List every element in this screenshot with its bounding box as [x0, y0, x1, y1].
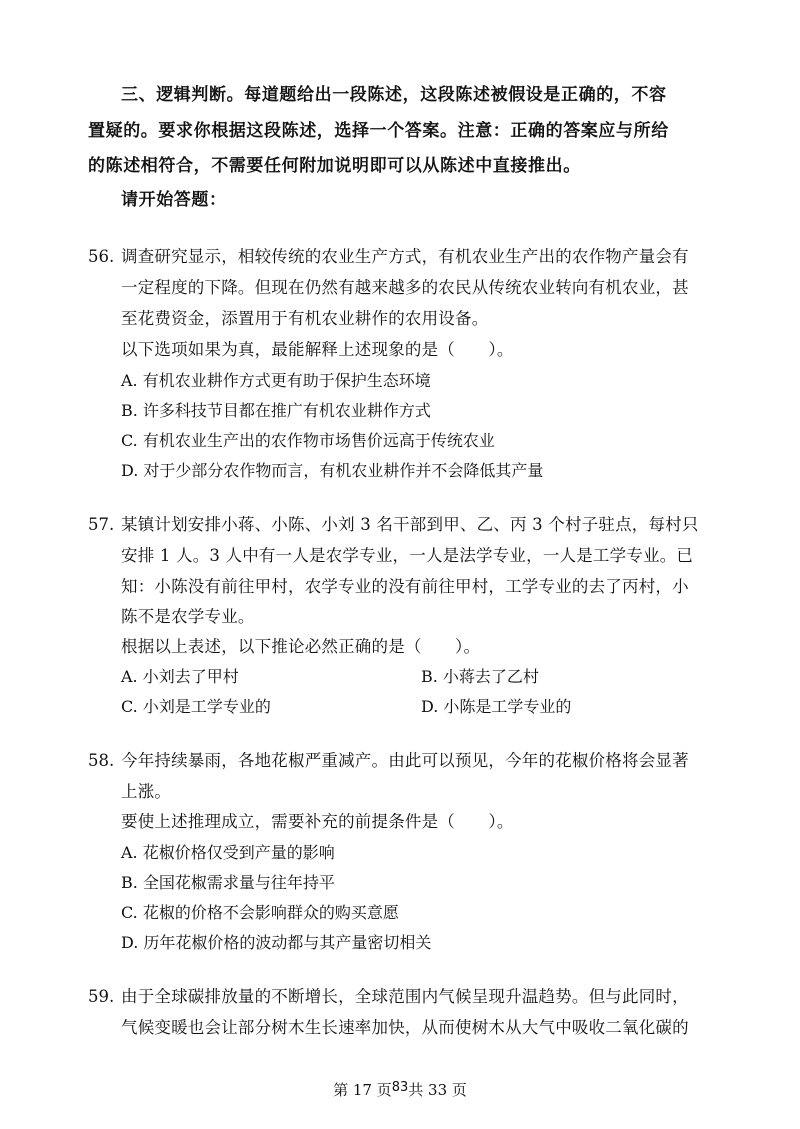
- section-intro-line-1: 三、逻辑判断。每道题给出一段陈述，这段陈述被假设是正确的，不容: [121, 85, 667, 105]
- question-57-option-b: B. 小蒋去了乙村: [421, 667, 539, 686]
- question-58-option-a: A. 花椒价格仅受到产量的影响: [121, 843, 335, 862]
- page-number-suffix: 共 33 页: [408, 1081, 467, 1099]
- question-57-stem-line-2: 安排 1 人。3 人中有一人是农学专业，一人是法学专业，一人是工学专业。已: [121, 546, 694, 565]
- question-56-option-d: D. 对于少部分农作物而言，有机农业耕作并不会降低其产量: [121, 461, 544, 480]
- question-57-option-a: A. 小刘去了甲村: [121, 667, 239, 686]
- question-57-option-d: D. 小陈是工学专业的: [421, 697, 572, 716]
- question-57-stem-line-1: 某镇计划安排小蒋、小陈、小刘 3 名干部到甲、乙、丙 3 个村子驻点，每村只: [121, 515, 699, 534]
- question-58-option-d: D. 历年花椒价格的波动都与其产量密切相关: [121, 933, 432, 952]
- question-56-option-c: C. 有机农业生产出的农作物市场售价远高于传统农业: [121, 431, 495, 450]
- section-intro-line-2: 置疑的。要求你根据这段陈述，选择一个答案。注意：正确的答案应与所给: [88, 121, 669, 141]
- question-59-stem-line-2: 气候变暖也会让部分树木生长速率加快，从而使树木从大气中吸收二氧化碳的: [121, 1018, 689, 1037]
- question-58-stem-line-1: 今年持续暴雨，各地花椒严重减产。由此可以预见，今年的花椒价格将会显著: [121, 751, 689, 770]
- question-56-number: 56.: [88, 247, 115, 266]
- question-58-number: 58.: [88, 751, 115, 770]
- question-59-number: 59.: [88, 987, 115, 1006]
- question-56-option-b: B. 许多科技节目都在推广有机农业耕作方式: [121, 401, 431, 420]
- page-footer: [0, 1078, 800, 1100]
- start-prompt: 请开始答题：: [121, 190, 227, 210]
- question-58-option-b: B. 全国花椒需求量与往年持平: [121, 873, 335, 892]
- question-56-prompt: 以下选项如果为真，最能解释上述现象的是（ ）。: [121, 340, 514, 359]
- question-58-stem-line-2: 上涨。: [121, 782, 172, 801]
- page-stamp: 83: [391, 1080, 409, 1095]
- question-57-stem-line-4: 陈不是农学专业。: [121, 607, 255, 626]
- question-56-option-a: A. 有机农业耕作方式更有助于保护生态环境: [121, 371, 431, 390]
- question-59-stem-line-1: 由于全球碳排放量的不断增长，全球范围内气候呈现升温趋势。但与此同时，: [121, 987, 689, 1006]
- question-57-stem-line-3: 知：小陈没有前往甲村，农学专业的没有前往甲村，工学专业的去了丙村，小: [121, 577, 689, 596]
- question-56-stem-line-3: 至花费资金，添置用于有机农业耕作的农用设备。: [121, 309, 489, 328]
- question-57-number: 57.: [88, 515, 115, 534]
- question-57-option-c: C. 小刘是工学专业的: [121, 697, 271, 716]
- question-58-prompt: 要使上述推理成立，需要补充的前提条件是（ ）。: [121, 812, 514, 831]
- question-56-stem-line-1: 调查研究显示，相较传统的农业生产方式，有机农业生产出的农作物产量会有: [121, 247, 689, 266]
- page-number-prefix: 第 17 页: [333, 1081, 392, 1099]
- section-intro-line-3: 的陈述相符合，不需要任何附加说明即可以从陈述中直接推出。: [88, 156, 581, 176]
- question-57-prompt: 根据以上表述，以下推论必然正确的是（ ）。: [121, 637, 481, 656]
- question-56-stem-line-2: 一定程度的下降。但现在仍然有越来越多的农民从传统农业转向有机农业，甚: [121, 278, 689, 297]
- question-58-option-c: C. 花椒的价格不会影响群众的购买意愿: [121, 903, 399, 922]
